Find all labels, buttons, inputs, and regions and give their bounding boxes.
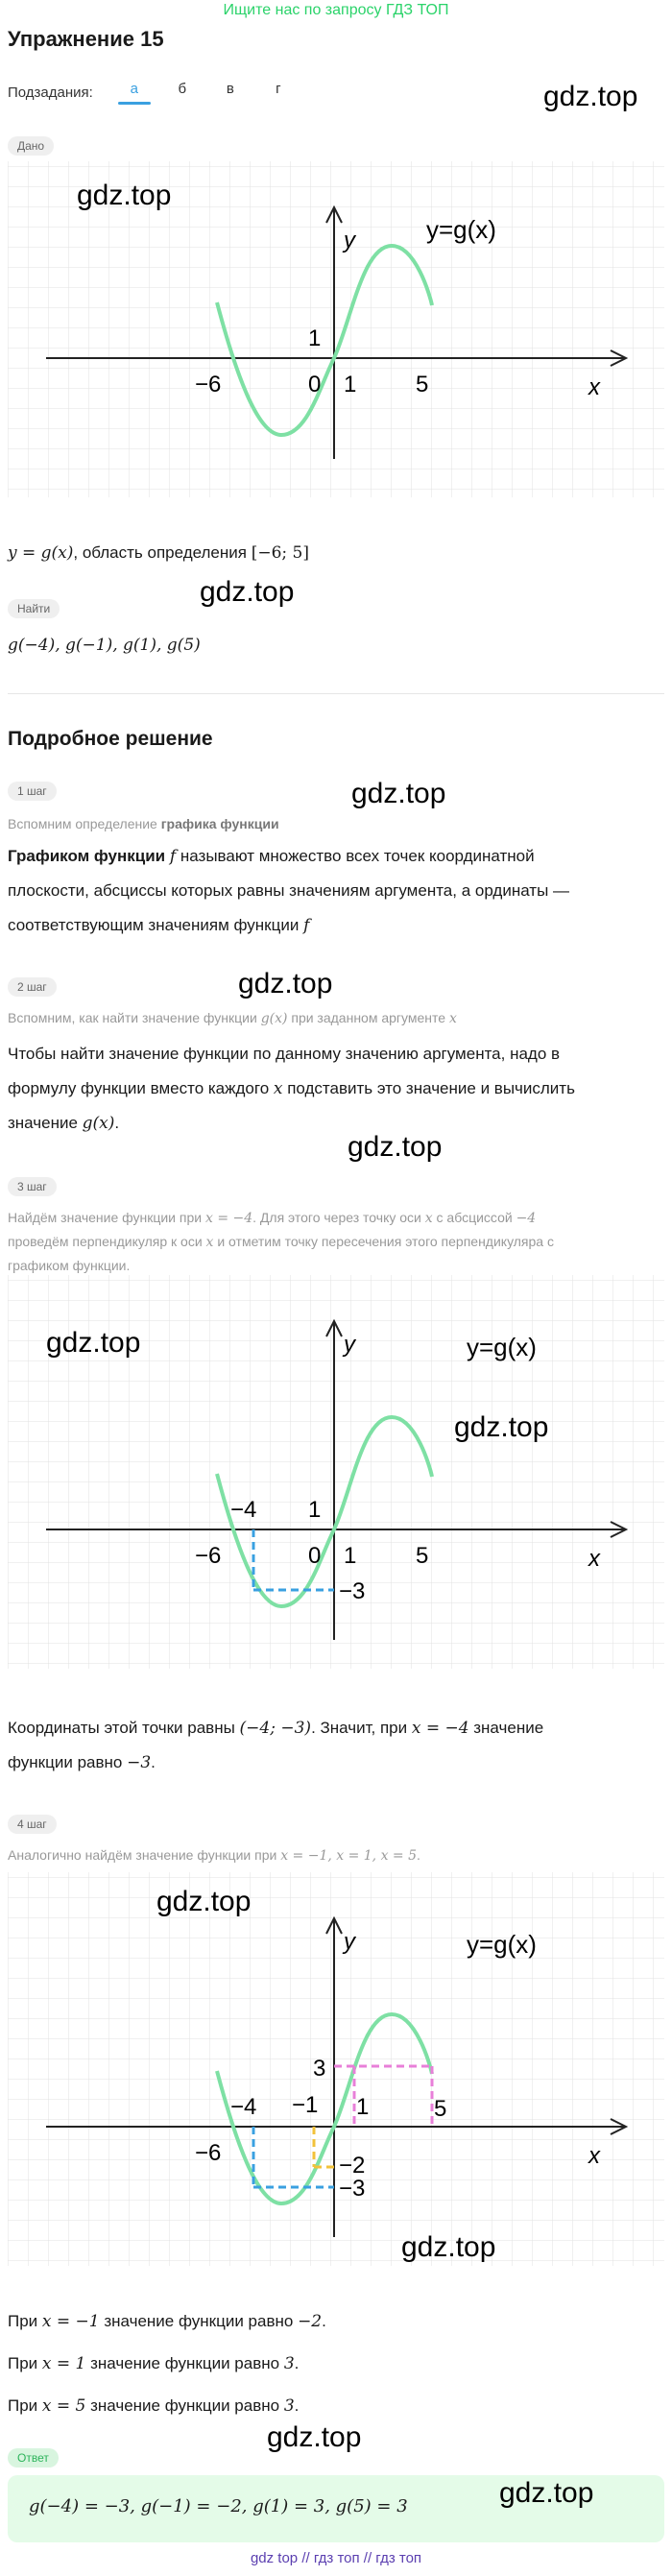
divider — [8, 693, 664, 694]
result-mid: значение функции равно — [99, 2312, 299, 2330]
step2-line2b: подставить это значение и вычислить — [282, 1079, 575, 1097]
graph-step4-svg — [8, 1872, 664, 2266]
step1-hint-bold: графика функции — [160, 816, 279, 831]
tick-label-minus-six: −6 — [195, 1543, 222, 1569]
step3-hint-2b: и отметим точку пересечения этого перпендикуляра с — [213, 1234, 554, 1249]
step1-var: f — [169, 847, 177, 866]
find-math: g(−4), g(−1), g(1), g(5) — [8, 636, 201, 655]
tick-label-five: 5 — [416, 1543, 429, 1569]
tick-label-five: 5 — [416, 372, 429, 397]
step2-hint-var: x — [448, 1011, 457, 1026]
result-value: 3 — [283, 2354, 295, 2373]
subtask-tab-v[interactable]: в — [226, 81, 234, 97]
y-label: y — [344, 1929, 355, 1955]
result-math: x = 5 — [41, 2396, 86, 2416]
step4-hint-math: x = −1, x = 1, x = 5 — [280, 1848, 418, 1864]
step3-line1a: Координаты этой точки равны — [8, 1719, 240, 1737]
step1-hint — [8, 812, 279, 835]
step3-pill: 3 шаг — [8, 1177, 57, 1196]
step1-line2: плоскости, абсциссы которых равны значениям аргумента, а ординаты — — [8, 881, 570, 900]
result-pre: При — [8, 2396, 42, 2415]
graph-step3-svg — [8, 1275, 664, 1669]
step1-line1: называют множество всех точек координатной — [176, 847, 535, 865]
footer-sep: // — [363, 2550, 372, 2566]
footer-sep: // — [301, 2550, 310, 2566]
tick-label-five: 5 — [434, 2096, 447, 2122]
tick-label-minus-two: −2 — [339, 2153, 366, 2179]
solution-heading: Подробное решение — [8, 728, 213, 750]
answer-box — [8, 2475, 664, 2542]
step2-line2a: формулу функции вместо каждого — [8, 1079, 274, 1097]
y-label: y — [344, 228, 355, 253]
tick-label-minus-four: −4 — [230, 1497, 257, 1523]
step4-hint-b: . — [417, 1847, 420, 1863]
subtask-tab-g[interactable]: г — [276, 81, 281, 97]
step3-hint-2a: проведём перпендикуляр к оси — [8, 1234, 206, 1249]
tick-label-zero: 0 — [308, 1543, 322, 1569]
step3-hint-2-var: x — [205, 1235, 214, 1250]
step3-hint-1-var: x — [424, 1211, 433, 1226]
step4-pill: 4 шаг — [8, 1815, 57, 1834]
step2-line2-var: x — [273, 1079, 283, 1098]
watermark: gdz.top — [77, 180, 172, 211]
watermark: gdz.top — [156, 1886, 252, 1917]
graph-step3 — [8, 1275, 664, 1669]
step2-pill: 2 шаг — [8, 977, 57, 997]
step2-line3-math: g(x) — [82, 1114, 115, 1133]
find-expr — [8, 628, 201, 662]
x-label: x — [588, 1546, 600, 1572]
result-math: x = −1 — [41, 2312, 100, 2331]
tick-label-one-y: 1 — [308, 1497, 322, 1523]
step4-result-line — [8, 2304, 664, 2339]
step4-results — [8, 2304, 664, 2423]
tick-label-one-x: 1 — [344, 1543, 357, 1569]
subtask-tab-a[interactable]: а — [110, 81, 158, 105]
watermark: gdz.top — [348, 1131, 443, 1163]
step1-hint-text: Вспомним определение — [8, 816, 161, 831]
step1-bold: Графиком функции — [8, 847, 170, 865]
step4-hint — [8, 1843, 420, 1867]
tick-label-minus-three: −3 — [339, 2176, 366, 2202]
result-post: . — [294, 2354, 300, 2372]
tick-label-minus-six: −6 — [195, 2140, 222, 2166]
func-label: y=g(x) — [467, 1333, 537, 1361]
step3-hint-1-math: x = −4 — [204, 1211, 253, 1226]
func-label: y=g(x) — [426, 215, 496, 244]
x-label: x — [588, 2143, 600, 2169]
step2-text — [8, 1037, 664, 1141]
step1-line3: соответствующим значениям функции — [8, 916, 304, 934]
grid — [8, 1872, 664, 2266]
result-value: 3 — [283, 2396, 295, 2416]
result-mid: значение функции равно — [85, 2396, 284, 2415]
step2-line1: Чтобы найти значение функции по данному значению аргумента, надо в — [8, 1045, 561, 1063]
tick-label-minus-one: −1 — [292, 2092, 319, 2118]
result-pre: При — [8, 2312, 42, 2330]
graph-given-svg — [8, 161, 664, 497]
watermark: gdz.top — [543, 81, 638, 112]
condition-line — [8, 536, 309, 570]
footer-link[interactable]: gdz top — [250, 2550, 299, 2566]
watermark: gdz.top — [238, 968, 333, 999]
result-post: . — [322, 2312, 326, 2330]
condition-math: y = g(x) — [8, 543, 74, 563]
step1-line3-var: f — [303, 916, 310, 935]
step2-hint-1: Вспомним, как найти значение функции — [8, 1010, 261, 1025]
tick-label-minus-three: −3 — [339, 1578, 366, 1604]
tick-label-minus-four: −4 — [230, 2094, 257, 2120]
result-pre: При — [8, 2354, 42, 2372]
step3-line2-math: −3 — [127, 1753, 152, 1772]
step3-hint-1c: с абсциссой — [432, 1210, 516, 1225]
step4-result-line — [8, 2389, 664, 2423]
watermark: gdz.top — [401, 2231, 496, 2263]
subtask-tab-b[interactable]: б — [178, 81, 187, 97]
step3-line2b: . — [151, 1753, 156, 1771]
subtasks-bar — [8, 81, 302, 105]
step4-hint-a: Аналогично найдём значение функции при — [8, 1847, 281, 1863]
step3-hint-1b: . Для этого через точку оси — [252, 1210, 425, 1225]
given-pill: Дано — [8, 136, 54, 156]
page-title: Упражнение 15 — [8, 27, 164, 51]
step3-line1c: значение — [468, 1719, 544, 1737]
step3-line1-math: (−4; −3) — [239, 1719, 312, 1738]
result-value: −2 — [298, 2312, 323, 2331]
step3-hint-1-num: −4 — [516, 1211, 537, 1226]
answer-expr: g(−4) = −3, g(−1) = −2, g(1) = 3, g(5) = 3 — [29, 2496, 408, 2516]
step3-hint-1a: Найдём значение функции при — [8, 1210, 205, 1225]
tick-label-one-y: 1 — [308, 325, 322, 351]
tick-label-one-x: 1 — [344, 372, 357, 397]
watermark: gdz.top — [46, 1327, 141, 1359]
step3-hint-3: графиком функции. — [8, 1258, 131, 1273]
footer-link[interactable]: гдз топ — [375, 2550, 422, 2566]
watermark: gdz.top — [200, 576, 295, 608]
graph-step4 — [8, 1872, 664, 2266]
result-mid: значение функции равно — [85, 2354, 284, 2372]
step2-line3b: . — [114, 1114, 120, 1132]
footer-link[interactable]: гдз топ — [313, 2550, 360, 2566]
step2-hint-2: при заданном аргументе — [287, 1010, 449, 1025]
step3-line1-math2: x = −4 — [411, 1719, 469, 1738]
footer-links — [0, 2550, 672, 2566]
watermark: gdz.top — [351, 778, 446, 809]
tick-label-three: 3 — [313, 2056, 326, 2082]
step3-line1b: . Значит, при — [311, 1719, 412, 1737]
tick-label-zero: 0 — [308, 372, 322, 397]
step3-line2a: функции равно — [8, 1753, 128, 1771]
step3-text — [8, 1711, 664, 1780]
x-label: x — [588, 374, 600, 400]
func-label: y=g(x) — [467, 1930, 537, 1959]
condition-domain: [−6; 5] — [251, 543, 309, 563]
step2-hint-math: g(x) — [260, 1011, 288, 1026]
watermark: gdz.top — [267, 2421, 362, 2453]
condition-text: , область определения — [73, 543, 252, 562]
watermark: gdz.top — [454, 1411, 549, 1443]
tick-label-one-x: 1 — [356, 2094, 370, 2120]
find-pill: Найти — [8, 599, 60, 618]
y-label: y — [344, 1332, 355, 1358]
step1-text — [8, 839, 664, 943]
watermark: gdz.top — [499, 2477, 594, 2509]
search-banner[interactable]: Ищите нас по запросу ГДЗ ТОП — [223, 2, 449, 18]
step3-hint — [8, 1206, 670, 1277]
step2-hint — [8, 1006, 457, 1030]
step4-result-line — [8, 2347, 664, 2381]
step2-line3a: значение — [8, 1114, 83, 1132]
step1-pill: 1 шаг — [8, 782, 57, 801]
tick-label-minus-six: −6 — [195, 372, 222, 397]
graph-given — [8, 161, 664, 497]
subtasks-label: Подзадания: — [8, 84, 93, 101]
result-post: . — [294, 2396, 300, 2415]
answer-pill: Ответ — [8, 2448, 59, 2468]
result-math: x = 1 — [41, 2354, 86, 2373]
